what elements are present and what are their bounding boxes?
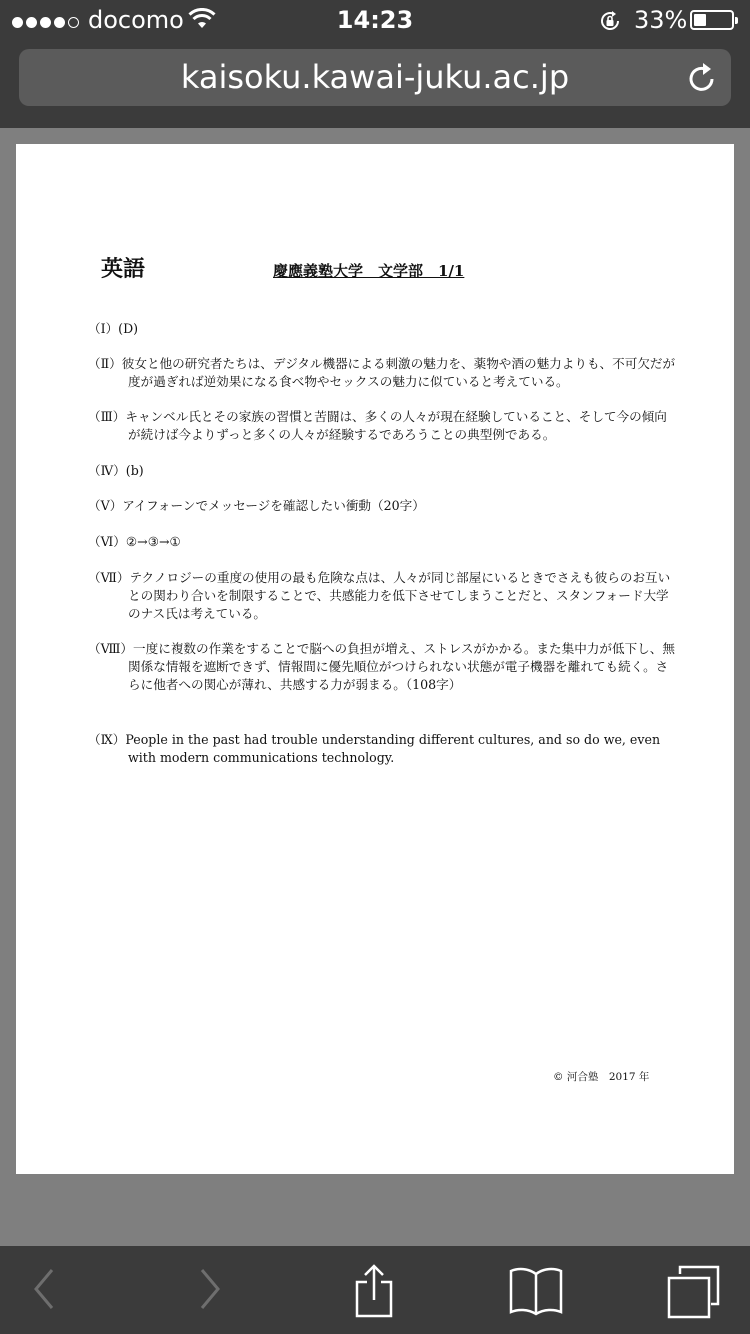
chevron-left-icon bbox=[28, 1264, 58, 1314]
tabs-icon bbox=[666, 1264, 722, 1320]
answer-9: （Ⅸ）People in the past had trouble understanding different cultures, and so do we, even with modern communications technology. bbox=[88, 732, 661, 765]
clock: 14:23 bbox=[336, 6, 414, 34]
back-button[interactable] bbox=[28, 1264, 58, 1318]
status-bar bbox=[0, 0, 750, 40]
chevron-right-icon bbox=[196, 1264, 226, 1314]
battery-percentage: 33% bbox=[634, 6, 688, 34]
copyright-notice: © 河合塾 2017 年 bbox=[553, 1071, 650, 1083]
browser-toolbar bbox=[0, 1246, 750, 1334]
answer-7: （Ⅶ）テクノロジーの重度の使用の最も危険な点は、人々が同じ部屋にいるときでさえも彼らのお互いとの関わり合いを制限することで、共感能力を低下させてしまうことだと、スタンフォード大学のナス氏は考えている。 bbox=[88, 570, 671, 621]
answer-8: （Ⅷ）一度に複数の作業をすることで脳への負担が増え、ストレスがかかる。また集中力が低下し、無関係な情報を遮断できず、情報間に優先順位がつけられない状態が電子機器を離れても続く。さらに他者への関心が薄れ、共感する力が弱まる。（108字） bbox=[88, 641, 675, 692]
pdf-page bbox=[16, 144, 734, 1174]
university-heading: 慶應義塾大学 文学部 1/1 bbox=[273, 262, 465, 280]
reload-icon[interactable] bbox=[687, 62, 717, 98]
battery-icon bbox=[690, 10, 734, 30]
address-bar[interactable] bbox=[19, 49, 731, 106]
bookmarks-button[interactable] bbox=[506, 1264, 566, 1320]
answer-5: （Ⅴ）アイフォーンでメッセージを確認したい衝動（20字） bbox=[88, 498, 425, 513]
answer-4: （Ⅳ）(b) bbox=[88, 463, 144, 478]
tabs-button[interactable] bbox=[666, 1264, 722, 1324]
answer-6: （Ⅵ）②→③→① bbox=[88, 534, 181, 549]
answer-2: （Ⅱ）彼女と他の研究者たちは、デジタル機器による刺激の魅力を、薬物や酒の魅力よりも、不可欠だが度が過ぎれば逆効果になる食べ物やセックスの魅力に似ていると考えている。 bbox=[88, 356, 676, 389]
forward-button[interactable] bbox=[196, 1264, 226, 1318]
carrier-name: docomo bbox=[88, 6, 184, 34]
browser-nav-bar bbox=[0, 40, 750, 128]
url-text[interactable]: kaisoku.kawai-juku.ac.jp bbox=[180, 58, 570, 96]
subject-title: 英語 bbox=[101, 256, 146, 282]
answer-1: （Ⅰ）(D) bbox=[88, 321, 139, 336]
share-icon bbox=[350, 1264, 398, 1320]
rotation-lock-icon bbox=[598, 9, 622, 37]
book-icon bbox=[506, 1264, 566, 1316]
share-button[interactable] bbox=[350, 1264, 398, 1324]
answer-3: （Ⅲ）キャンベル氏とその家族の習慣と苦闘は、多くの人々が現在経験していること、そして今の傾向が続けば今よりずっと多くの人々が経験するであろうことの典型例である。 bbox=[88, 409, 667, 442]
